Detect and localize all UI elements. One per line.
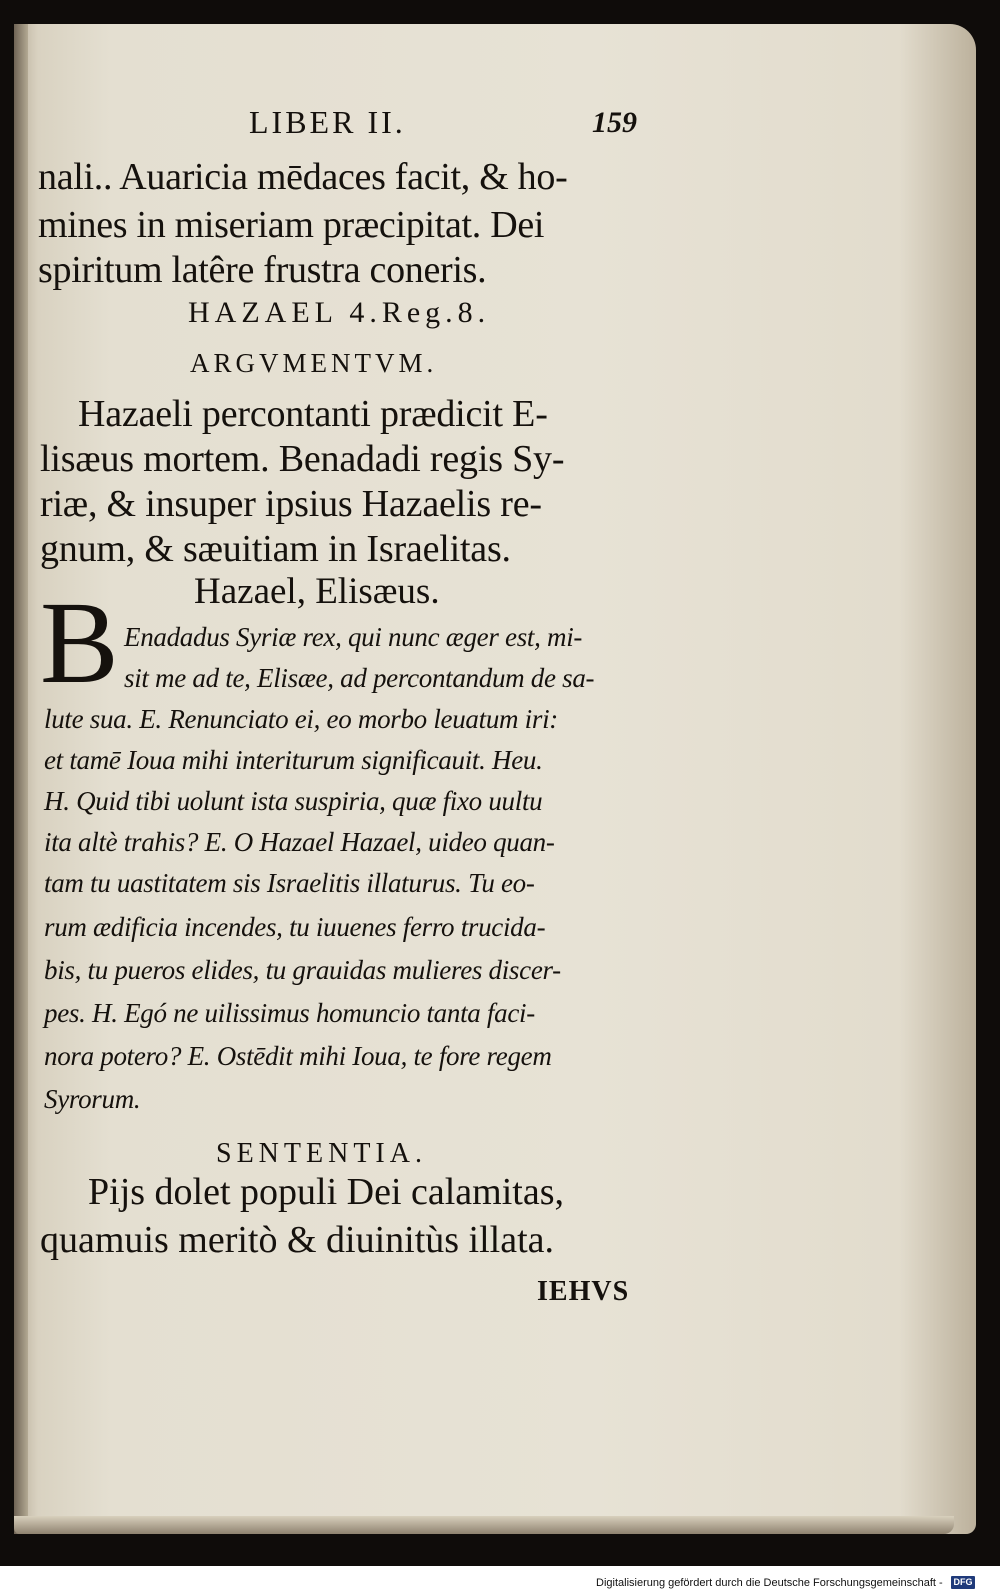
dialogue-line: tam tu uastitatem sis Israelitis illaturus. Tu eo- [44, 868, 535, 898]
dialogue-line: nora potero? E. Ostēdit mihi Ioua, te fore regem [44, 1041, 552, 1071]
body-line: spiritum latêre frustra coneris. [38, 249, 487, 291]
argument-line: riæ, & insuper ipsius Hazaelis re- [40, 483, 542, 525]
page-spine-shadow [14, 24, 28, 1534]
page-number: 159 [592, 106, 637, 139]
dialogue-line: lute sua. E. Renunciato ei, eo morbo leuatum iri: [44, 704, 558, 734]
catchword: IEHVS [537, 1276, 630, 1307]
dialogue-line: sit me ad te, Elisæe, ad percontandum de sa- [124, 663, 595, 693]
sententia-heading: SENTENTIA. [216, 1138, 427, 1169]
argument-line: gnum, & sæuitiam in Israelitas. [40, 528, 511, 570]
sententia-line: quamuis meritò & diuinitùs illata. [40, 1219, 555, 1261]
dfg-logo[interactable]: DFG [951, 1576, 975, 1589]
argument-line: Hazaeli percontanti prædicit E- [78, 393, 548, 435]
dialogue-line: et tamē Ioua mihi interiturum significauit. Heu. [44, 745, 543, 775]
dialogue-line: bis, tu pueros elides, tu grauidas mulieres discer- [44, 955, 561, 985]
dialogue-line: rum ædificia incendes, tu iuuenes ferro trucida- [44, 912, 546, 942]
dialogue-line: pes. H. Egó ne uilissimus homuncio tanta faci- [44, 998, 535, 1028]
drop-cap: B [40, 577, 119, 708]
page-bottom-edge [14, 1516, 954, 1534]
dialogue-line: Syrorum. [44, 1084, 141, 1114]
running-head-title: LIBER II. [249, 104, 406, 140]
argument-heading: ARGVMENTVM. [190, 348, 438, 378]
body-line: mines in miseriam præcipitat. Dei [38, 204, 545, 246]
dialogue-line: ita altè trahis? E. O Hazael Hazael, uideo quan- [44, 827, 555, 857]
digitization-credit: Digitalisierung gefördert durch die Deutsche Forschungsgemeinschaft - [596, 1577, 943, 1589]
body-line: nali.. Auaricia mēdaces facit, & ho- [38, 156, 568, 198]
running-head [0, 104, 1000, 148]
section-heading: HAZAEL 4.Reg.8. [188, 296, 491, 329]
dialogue-line: H. Quid tibi uolunt ista suspiria, quæ fixo uultu [44, 786, 543, 816]
dialogue-line: Enadadus Syriæ rex, qui nunc æger est, mi- [124, 622, 583, 652]
sententia-line: Pijs dolet populi Dei calamitas, [88, 1171, 564, 1213]
speakers-line: Hazael, Elisæus. [194, 571, 440, 612]
argument-line: lisæus mortem. Benadadi regis Sy- [40, 438, 565, 480]
